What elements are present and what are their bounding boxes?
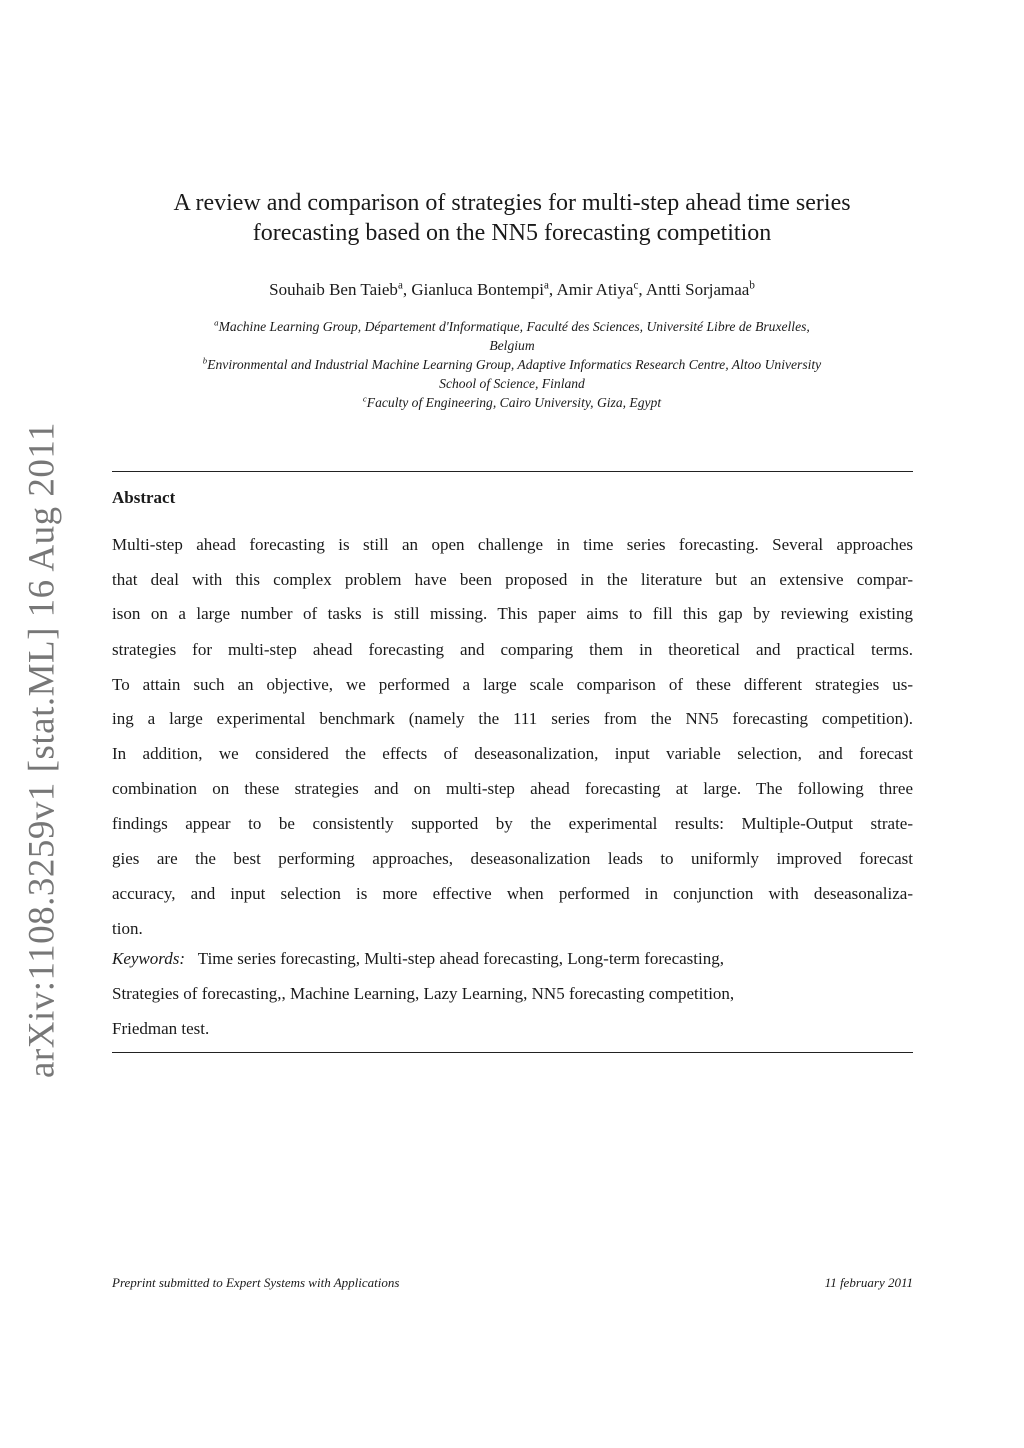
affiliation: $^c$Faculty of Engineering, Cairo University, Giza, Egypt [362,393,662,410]
affiliation-cont: Belgium [489,338,535,353]
abstract-line: combination on these strategies and on multi-step ahead forecasting at large. The following three [112,779,913,798]
paper-title [0,188,1024,248]
abstract-line: In addition, we considered the effects of deseasonalization, input variable selection, and forecast [112,744,913,763]
preprint-note: Preprint submitted to Expert Systems with Applications [112,1275,400,1290]
abstract-line: ing a large experimental benchmark (namely the 111 series from the NN5 forecasting competition). [112,709,913,728]
affiliations [0,317,1024,412]
abstract-line: findings appear to be consistently supported by the experimental results: Multiple-Output strate- [112,814,913,833]
abstract-line: ison on a large number of tasks is still missing. This paper aims to fill this gap by reviewing existing [112,604,913,623]
keywords-label: Keywords: [112,949,186,968]
abstract-line: strategies for multi-step ahead forecasting and comparing them in theoretical and practical terms. [112,640,913,659]
abstract-line: Multi-step ahead forecasting is still an open challenge in time series forecasting. Several approaches [112,535,913,554]
top-rule [112,471,913,472]
arxiv-stamp: arXiv:1108.3259v1 [stat.ML] 16 Aug 2011 [21,422,63,1078]
keywords-line [112,949,913,969]
author: Gianluca Bontempi$^a$ [411,279,549,299]
abstract-line: To attain such an objective, we performed a large scale comparison of these different strategies us- [112,675,913,694]
affiliation: $^b$Environmental and Industrial Machine Learning Group, Adaptive Informatics Research Centre, Altoo University [202,355,822,372]
abstract-line: gies are the best performing approaches, deseasonalization leads to uniformly improved forecast [112,849,913,868]
author: Amir Atiya$^c$ [556,279,639,299]
title-line: forecasting based on the NN5 forecasting competition [252,220,772,246]
abstract-line: accuracy, and input selection is more effective when performed in conjunction with deseasonaliza- [112,884,913,903]
keywords-line: Friedman test. [112,1019,210,1038]
title-line: A review and comparison of strategies for multi-step ahead time series [173,190,851,216]
footer-date: 11 february 2011 [824,1275,913,1290]
abstract-heading: Abstract [112,488,176,507]
abstract-line: tion. [112,919,143,938]
author: Souhaib Ben Taieb$^a$ [269,279,403,299]
keywords-line: Strategies of forecasting,, Machine Learning, Lazy Learning, NN5 forecasting competition, [112,984,735,1003]
bottom-rule [112,1052,913,1053]
keywords-text: Time series forecasting, Multi-step ahead forecasting, Long-term forecasting, [197,949,724,968]
affiliation: $^a$Machine Learning Group, Département d'Informatique, Faculté des Sciences, Université Libre de Bruxelles, [214,317,810,334]
author-list: Souhaib Ben Taieb$^a$, Gianluca Bontempi$^a$, Amir Atiya$^c$, Antti Sorjamaa$^b$ [269,279,755,299]
abstract-line: that deal with this complex problem have been proposed in the literature but an extensive compar- [112,570,913,589]
author: Antti Sorjamaa$^b$ [645,279,755,299]
affiliation-cont: School of Science, Finland [439,376,585,391]
